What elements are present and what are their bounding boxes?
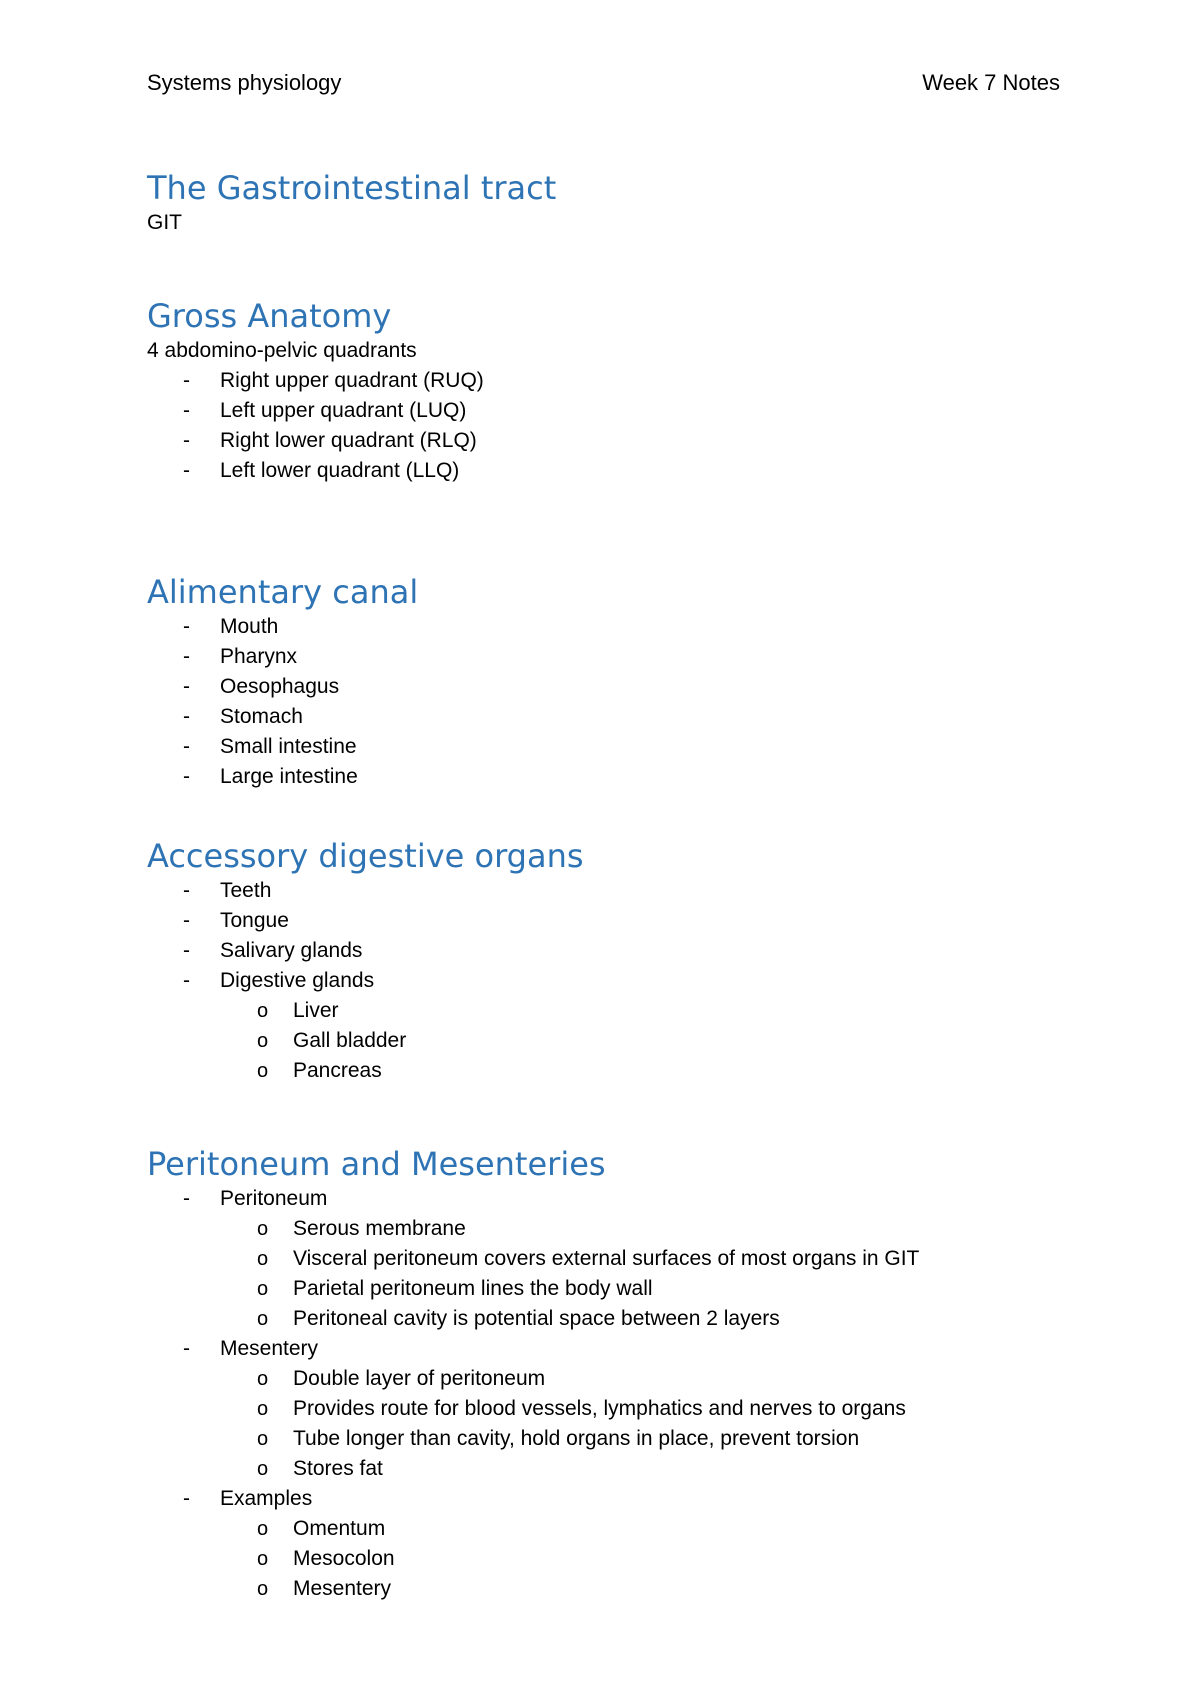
circle-bullet: o — [257, 1308, 269, 1330]
list-item-text: Pharynx — [220, 645, 298, 668]
list-item — [147, 1334, 1067, 1484]
heading-alimentary-canal: Alimentary canal — [147, 573, 419, 611]
section-gross-anatomy — [147, 296, 1067, 486]
list-item-text: Visceral peritoneum covers external surfaces of most organs in GIT — [293, 1247, 920, 1270]
list-item — [220, 1214, 1067, 1244]
list-item — [147, 426, 1067, 456]
list-peritoneum — [147, 1184, 1067, 1604]
list-item — [220, 1514, 1067, 1544]
section-alimentary-canal — [147, 572, 1067, 792]
circle-bullet: o — [257, 1000, 269, 1022]
dash-bullet: - — [183, 969, 190, 992]
list-item — [147, 672, 1067, 702]
list-item-text: Tube longer than cavity, hold organs in place, prevent torsion — [293, 1427, 860, 1450]
list-item-text: Stomach — [220, 705, 303, 728]
subtitle-git: GIT — [147, 211, 182, 234]
list-item-text: Provides route for blood vessels, lymphatics and nerves to organs — [293, 1397, 906, 1420]
dash-bullet: - — [183, 879, 190, 902]
sublist-peritoneum — [220, 1214, 1067, 1334]
circle-bullet: o — [257, 1278, 269, 1300]
circle-bullet: o — [257, 1398, 269, 1420]
list-item — [147, 906, 1067, 936]
heading-accessory-organs: Accessory digestive organs — [147, 837, 584, 875]
circle-bullet: o — [257, 1578, 269, 1600]
list-item — [220, 1424, 1067, 1454]
list-item — [147, 702, 1067, 732]
list-alimentary — [147, 612, 1067, 792]
list-item — [220, 1274, 1067, 1304]
list-item-text: Left upper quadrant (LUQ) — [220, 399, 467, 422]
list-item-text: Omentum — [293, 1517, 386, 1540]
list-item-text: Small intestine — [220, 735, 357, 758]
heading-git: The Gastrointestinal tract — [147, 169, 557, 207]
list-item-text: Mouth — [220, 615, 279, 638]
subtitle-quadrants: 4 abdomino-pelvic quadrants — [147, 339, 417, 362]
section-git — [147, 168, 1067, 238]
dash-bullet: - — [183, 1187, 190, 1210]
list-item — [220, 1364, 1067, 1394]
list-item — [147, 642, 1067, 672]
circle-bullet: o — [257, 1218, 269, 1240]
dash-bullet: - — [183, 1337, 190, 1360]
list-item-text: Large intestine — [220, 765, 358, 788]
dash-bullet: - — [183, 705, 190, 728]
list-accessory — [147, 876, 1067, 1086]
dash-bullet: - — [183, 1487, 190, 1510]
list-item — [147, 732, 1067, 762]
circle-bullet: o — [257, 1368, 269, 1390]
list-item-text: Right upper quadrant (RUQ) — [220, 369, 484, 392]
list-item-text: Examples — [220, 1487, 313, 1510]
list-item — [147, 396, 1067, 426]
heading-peritoneum: Peritoneum and Mesenteries — [147, 1145, 606, 1183]
list-quadrants — [147, 366, 1067, 486]
circle-bullet: o — [257, 1518, 269, 1540]
dash-bullet: - — [183, 615, 190, 638]
list-item — [220, 1544, 1067, 1574]
dash-bullet: - — [183, 765, 190, 788]
list-item-text: Peritoneal cavity is potential space between 2 layers — [293, 1307, 780, 1330]
list-item-text: Pancreas — [293, 1059, 382, 1082]
heading-gross-anatomy: Gross Anatomy — [147, 297, 392, 335]
dash-bullet: - — [183, 399, 190, 422]
list-item — [147, 612, 1067, 642]
list-item-text: Gall bladder — [293, 1029, 407, 1052]
section-accessory-organs — [147, 836, 1067, 1086]
list-item-text: Tongue — [220, 909, 289, 932]
dash-bullet: - — [183, 369, 190, 392]
circle-bullet: o — [257, 1060, 269, 1082]
list-item-text: Left lower quadrant (LLQ) — [220, 459, 460, 482]
list-item-text: Mesentery — [293, 1577, 392, 1600]
list-item-text: Mesocolon — [293, 1547, 395, 1570]
list-item-text: Stores fat — [293, 1457, 383, 1480]
list-item — [147, 456, 1067, 486]
sublist-digestive-glands — [220, 996, 1067, 1086]
list-item-text: Teeth — [220, 879, 272, 902]
circle-bullet: o — [257, 1030, 269, 1052]
list-item-text: Parietal peritoneum lines the body wall — [293, 1277, 653, 1300]
list-item-text: Serous membrane — [293, 1217, 466, 1240]
list-item — [147, 1484, 1067, 1604]
header-course: Systems physiology — [147, 70, 342, 95]
list-item — [220, 1244, 1067, 1274]
dash-bullet: - — [183, 735, 190, 758]
list-item-text: Liver — [293, 999, 339, 1022]
circle-bullet: o — [257, 1428, 269, 1450]
list-item — [220, 1026, 1067, 1056]
sublist-examples — [220, 1514, 1067, 1604]
circle-bullet: o — [257, 1548, 269, 1570]
list-item — [220, 1454, 1067, 1484]
circle-bullet: o — [257, 1458, 269, 1480]
list-item — [220, 996, 1067, 1026]
header-week: Week 7 Notes — [922, 70, 1060, 95]
list-item-text: Salivary glands — [220, 939, 363, 962]
list-item — [147, 366, 1067, 396]
list-item — [220, 1304, 1067, 1334]
dash-bullet: - — [183, 909, 190, 932]
list-item — [147, 966, 1067, 1086]
dash-bullet: - — [183, 459, 190, 482]
list-item-text: Double layer of peritoneum — [293, 1367, 546, 1390]
list-item — [147, 762, 1067, 792]
list-item — [220, 1394, 1067, 1424]
list-item-text: Peritoneum — [220, 1187, 328, 1210]
dash-bullet: - — [183, 939, 190, 962]
document-body — [147, 168, 1067, 1604]
list-item — [147, 936, 1067, 966]
list-item — [147, 1184, 1067, 1334]
list-item-text: Digestive glands — [220, 969, 375, 992]
dash-bullet: - — [183, 645, 190, 668]
dash-bullet: - — [183, 429, 190, 452]
list-item-text: Oesophagus — [220, 675, 340, 698]
list-item-text: Right lower quadrant (RLQ) — [220, 429, 477, 452]
section-peritoneum — [147, 1144, 1067, 1604]
list-item — [147, 876, 1067, 906]
sublist-mesentery — [220, 1364, 1067, 1484]
list-item — [220, 1574, 1067, 1604]
list-item-text: Mesentery — [220, 1337, 319, 1360]
circle-bullet: o — [257, 1248, 269, 1270]
dash-bullet: - — [183, 675, 190, 698]
list-item — [220, 1056, 1067, 1086]
